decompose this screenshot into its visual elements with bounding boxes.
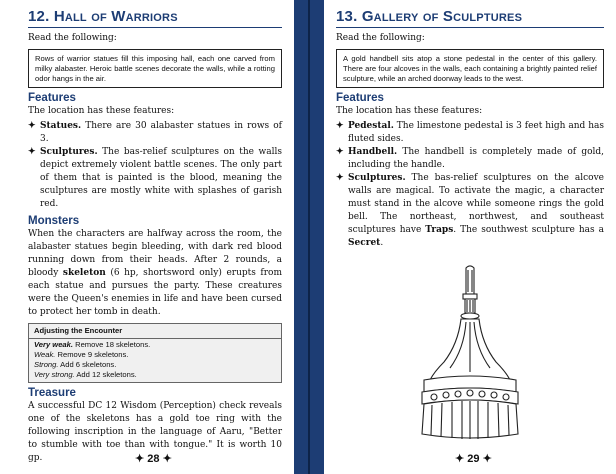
feature-sculptures: ✦ Sculptures. The bas-relief sculptures on the alcove walls are magical. To activate the magic, a character must stand in the alcove while someone rings the gold bell. The northeast, northwest, and southeast sculptures have Traps. The southwest sculpture has a Secret.	[336, 173, 604, 249]
feature-statues: ✦ Statues. There are 30 alabaster statues in rows of 3.	[28, 121, 282, 145]
features-intro: The location has these features:	[28, 106, 175, 117]
handbell-illustration	[410, 264, 530, 444]
read-following-label: Read the following:	[336, 33, 425, 43]
room-12-title: 12. Hall of Warriors	[28, 8, 282, 28]
page-number: ✦ 28 ✦	[135, 453, 172, 465]
bullet-icon: ✦	[336, 147, 344, 158]
treasure-text: A successful DC 12 Wisdom (Perception) check reveals one of the skeletons has a gold toe ring with the following inscription in the language of Aaru, "Better to stumble with toe than with tongue." It is worth 10 gp.	[28, 401, 282, 464]
read-aloud-box: Rows of warrior statues fill this imposing hall, each one carved from milky alabaster. Heroic battle scenes decorate the walls, while a rotting odor hangs in the air.	[28, 49, 282, 88]
features-intro: The location has these features:	[336, 106, 483, 117]
treasure-heading: Treasure	[28, 387, 76, 400]
monsters-heading: Monsters	[28, 215, 80, 228]
sidebar-line: Very weak. Remove 18 skeletons.	[34, 339, 151, 349]
page-number: ✦ 29 ✦	[455, 453, 492, 465]
features-heading: Features	[28, 92, 76, 105]
features-list	[28, 120, 282, 211]
read-aloud-box: A gold handbell sits atop a stone pedestal in the center of this gallery. There are four alcoves in the walls, each containing a brightly painted relief sculpture, while an arched doorway leads to the west.	[336, 49, 604, 88]
right-page	[324, 0, 616, 474]
sidebar-title: Adjusting the Encounter	[29, 326, 281, 338]
adjusting-encounter-sidebar	[28, 323, 282, 383]
feature-handbell: ✦ Handbell. The handbell is completely made of gold, including the handle.	[336, 147, 604, 171]
bullet-icon: ✦	[336, 173, 344, 184]
bullet-icon: ✦	[336, 121, 344, 132]
features-heading: Features	[336, 92, 384, 105]
feature-pedestal: ✦ Pedestal. The limestone pedestal is 3 feet high and has fluted sides.	[336, 121, 604, 145]
sidebar-line: Weak. Remove 9 skeletons.	[34, 349, 129, 359]
book-spine	[294, 0, 324, 474]
monsters-text: When the characters are halfway across the room, the alabaster statues begin bleeding, with dark red blood running down from their heads. After 2 rounds, a bloody skeleton (6 hp, shortsword only) erupts from each statue and pursues the party. These creatures were the Queen's enemies in life and have been cursed to protect her tomb in death.	[28, 229, 283, 318]
features-list	[336, 120, 604, 250]
room-13-title: 13. Gallery of Sculptures	[336, 8, 604, 28]
sidebar-line: Strong. Add 6 skeletons.	[34, 360, 117, 369]
read-following-label: Read the following:	[28, 33, 117, 43]
left-page	[0, 0, 294, 474]
bullet-icon: ✦	[28, 147, 36, 158]
sidebar-line: Very strong. Add 12 skeletons.	[34, 370, 137, 380]
bullet-icon: ✦	[28, 121, 36, 132]
feature-sculptures: ✦ Sculptures. The bas-relief sculptures on the walls depict extremely violent battle scenes. The only part of them that is painted is the blood, meaning the sculptures are mostly white with splashes of garish red.	[28, 147, 282, 210]
